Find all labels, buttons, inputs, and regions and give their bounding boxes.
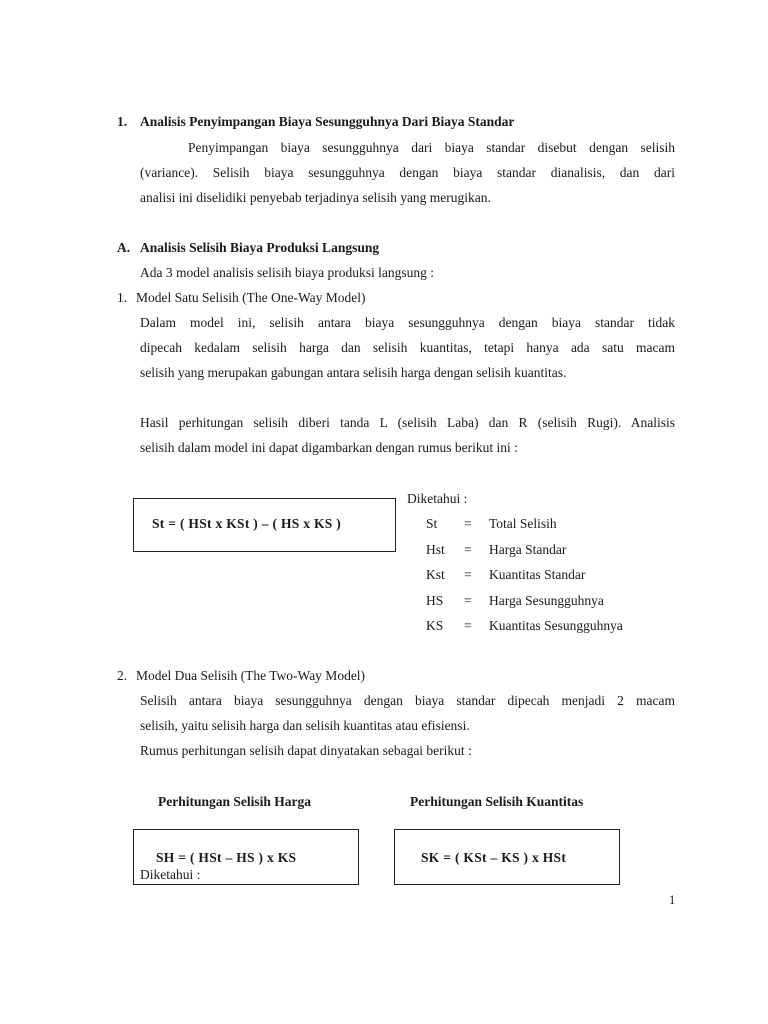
paragraph-line: analisi ini diselidiki penyebab terjadinya selisih yang merugikan. <box>140 190 491 205</box>
legend-symbol: Hst <box>426 542 445 557</box>
section-title: Analisis Penyimpangan Biaya Sesungguhnya Dari Biaya Standar <box>140 114 515 129</box>
formula-total: St = ( HSt x KSt ) – ( HS x KS ) <box>152 516 342 531</box>
paragraph-line: Rumus perhitungan selisih dapat dinyatakan sebagai berikut : <box>140 743 472 758</box>
section-number: 1. <box>117 114 128 129</box>
model-number: 1. <box>117 290 128 305</box>
paragraph-line: Penyimpangan biaya sesungguhnya dari biaya standar disebut dengan selisih <box>188 140 675 155</box>
legend-equals: = <box>464 618 472 633</box>
model-title: Model Satu Selisih (The One-Way Model) <box>136 290 366 305</box>
paragraph-line: (variance). Selisih biaya sesungguhnya dengan biaya standar dianalisis, dan dari <box>140 165 675 180</box>
formula-quantity: SK = ( KSt – KS ) x HSt <box>421 850 567 865</box>
section-title: Analisis Selisih Biaya Produksi Langsung <box>140 240 380 255</box>
paragraph-line: Hasil perhitungan selisih diberi tanda L (selisih Laba) dan R (selisih Rugi). Analisis <box>140 415 675 430</box>
page-number: 1 <box>669 893 676 907</box>
legend-symbol: KS <box>426 618 444 633</box>
paragraph-line: Dalam model ini, selisih antara biaya sesungguhnya dengan biaya standar tidak <box>140 315 675 330</box>
paragraph-line: Selisih antara biaya sesungguhnya dengan biaya standar dipecah menjadi 2 macam <box>140 693 675 708</box>
legend-symbol: HS <box>426 593 444 608</box>
paragraph-line: selisih yang merupakan gabungan antara selisih harga dengan selisih kuantitas. <box>140 365 567 380</box>
price-variance-heading: Perhitungan Selisih Harga <box>158 794 312 809</box>
known-label: Diketahui : <box>140 867 201 882</box>
intro-text: Ada 3 model analisis selisih biaya produksi langsung : <box>140 265 434 280</box>
legend-desc: Kuantitas Standar <box>489 567 586 582</box>
quantity-variance-heading: Perhitungan Selisih Kuantitas <box>410 794 584 809</box>
legend-equals: = <box>464 542 472 557</box>
paragraph-line: dipecah kedalam selisih harga dan selisih kuantitas, tetapi hanya ada satu macam <box>140 340 675 355</box>
legend-equals: = <box>464 516 472 531</box>
legend-equals: = <box>464 567 472 582</box>
legend-desc: Harga Sesungguhnya <box>489 593 604 608</box>
model-number: 2. <box>117 668 128 683</box>
section-letter: A. <box>117 240 131 255</box>
model-title: Model Dua Selisih (The Two-Way Model) <box>136 668 366 683</box>
legend-symbol: St <box>426 516 438 531</box>
legend-symbol: Kst <box>426 567 445 582</box>
formula-price: SH = ( HSt – HS ) x KS <box>156 850 297 865</box>
legend-equals: = <box>464 593 472 608</box>
paragraph-line: selisih, yaitu selisih harga dan selisih kuantitas atau efisiensi. <box>140 718 470 733</box>
legend-desc: Kuantitas Sesungguhnya <box>489 618 623 633</box>
legend-desc: Total Selisih <box>489 516 557 531</box>
paragraph-line: selisih dalam model ini dapat digambarkan dengan rumus berikut ini : <box>140 440 518 455</box>
legend-desc: Harga Standar <box>489 542 567 557</box>
known-label: Diketahui : <box>407 491 468 506</box>
